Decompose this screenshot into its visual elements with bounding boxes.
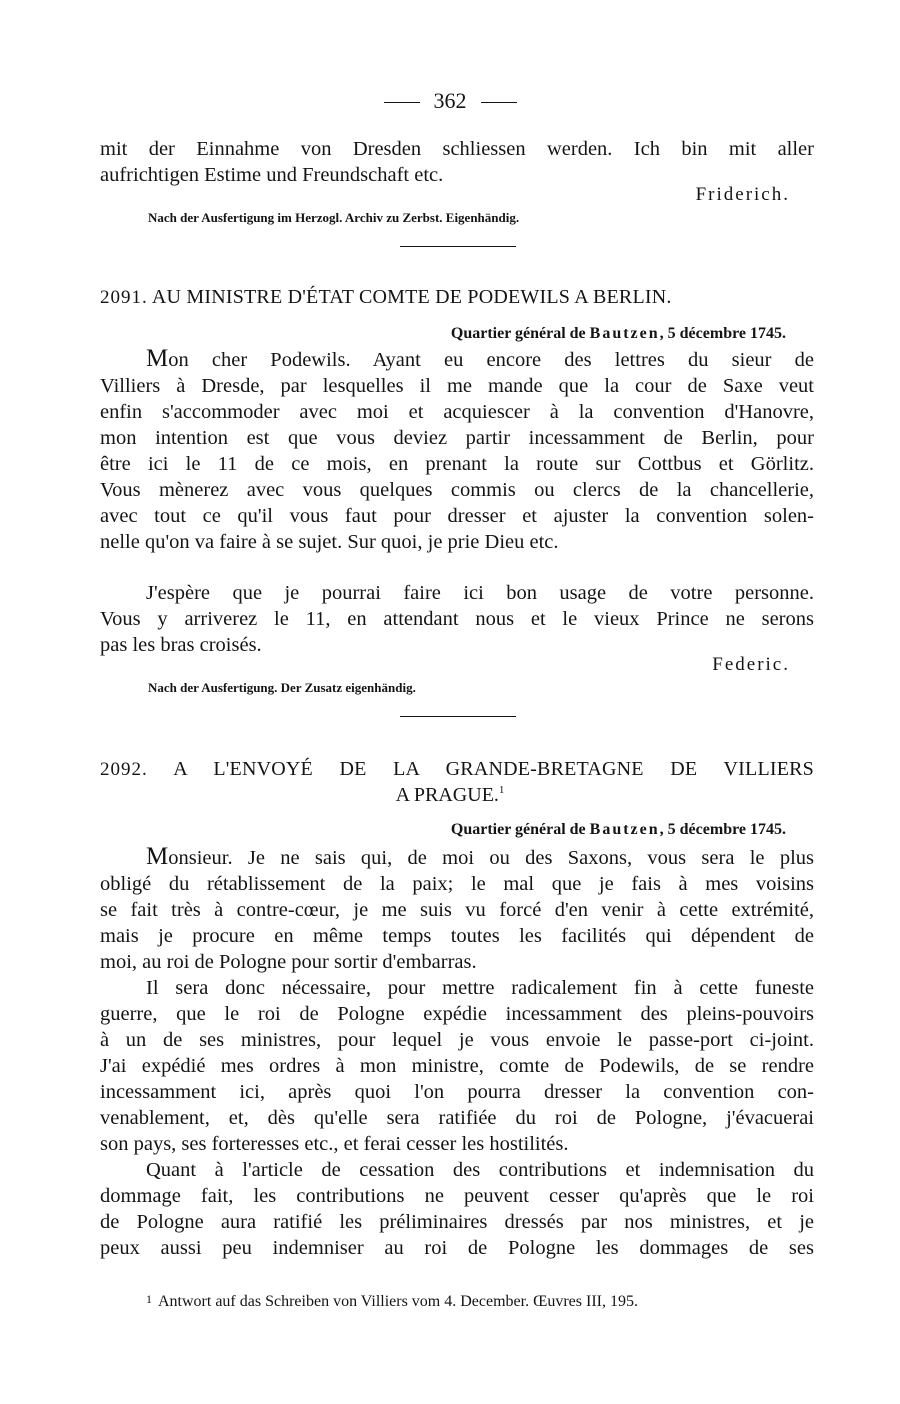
page-number-dash-left <box>384 102 420 103</box>
dateline-prefix: Quartier général de <box>450 325 586 342</box>
text-line: Il sera donc nécessaire, pour mettre radicalement fin à cette funeste <box>146 977 814 999</box>
dateline <box>451 322 786 346</box>
section-divider <box>400 246 516 247</box>
text-line: avec tout ce qu'il vous faut pour dresser et ajuster la convention solen- <box>100 505 814 527</box>
text-line: venablement, et, dès qu'elle sera ratifiée du roi de Pologne, j'évacuerai <box>100 1107 814 1129</box>
text-line: Vous mènerez avec vous quelques commis ou clercs de la chancellerie, <box>100 479 814 501</box>
dateline-date: , 5 décembre 1745. <box>659 821 786 838</box>
letter-number: 2092. <box>100 759 148 780</box>
letter-postscript-2091 <box>100 580 814 698</box>
text-line: J'ai expédié mes ordres à mon ministre, comte de Podewils, de se rendre <box>100 1055 814 1077</box>
text-line: se fait très à contre-cœur, je me suis vu forcé d'en venir à cette extrémité, <box>100 899 814 921</box>
letter-heading-2092-continued <box>0 782 900 808</box>
text-line: Villiers à Dresde, par lesquelles il me mande que la cour de Saxe veut <box>100 375 814 397</box>
text-line <box>100 844 814 871</box>
salutation-initial: M <box>146 345 169 372</box>
footnote-text: Antwort auf das Schreiben von Villiers vom 4. December. Œuvres III, 195. <box>158 1293 638 1310</box>
text-line: à un de ses ministres, pour lequel je vous envoie le passe-port ci-joint. <box>100 1029 814 1051</box>
salutation-initial: M <box>146 843 169 870</box>
text-line: de Pologne aura ratifié les préliminaires dressés par nos ministres, et je <box>100 1211 814 1233</box>
previous-letter-ending <box>100 136 814 228</box>
text-line: aufrichtigen Estime und Freundschaft etc. <box>100 164 444 186</box>
page-number <box>0 86 900 116</box>
source-note: Nach der Ausfertigung. Der Zusatz eigenhändig. <box>148 680 416 695</box>
letter-body-2091 <box>100 346 814 555</box>
signature: Friderich. <box>695 184 790 205</box>
text-line: dommage fait, les contributions ne peuvent cesser qu'après que le roi <box>100 1185 814 1207</box>
footnote-mark: 1 <box>146 1292 152 1306</box>
dateline-date: , 5 décembre 1745. <box>659 325 786 342</box>
page-number-text: 362 <box>433 88 467 113</box>
letter-title: A L'ENVOYÉ DE LA GRANDE-BRETAGNE DE VILLIERS <box>173 758 814 780</box>
page-number-dash-right <box>481 102 517 103</box>
letter-heading-2092 <box>100 756 814 783</box>
letter-heading-2091 <box>100 284 814 311</box>
text-line: mit der Einnahme von Dresden schliessen werden. Ich bin mit aller <box>100 138 814 160</box>
dateline-prefix: Quartier général de <box>450 821 586 838</box>
text-line: être ici le 11 de ce mois, en prenant la route sur Cottbus et Görlitz. <box>100 453 814 475</box>
text-line <box>100 346 814 373</box>
salutation-text: onsieur. Je ne sais qui, de moi ou des Saxons, vous sera le plus <box>168 847 814 869</box>
dateline <box>451 818 786 842</box>
text-line: incessamment ici, après quoi l'on pourra dresser la convention con- <box>100 1081 814 1103</box>
text-line: Quant à l'article de cessation des contributions et indemnisation du <box>146 1159 814 1181</box>
salutation-text: on cher Podewils. Ayant eu encore des lettres du sieur de <box>168 349 814 371</box>
text-line: J'espère que je pourrai faire ici bon usage de votre personne. <box>146 582 814 604</box>
letter-title-continued: A PRAGUE. <box>395 784 499 806</box>
dateline-place: Bautzen <box>589 821 660 838</box>
source-note: Nach der Ausfertigung im Herzogl. Archiv zu Zerbst. Eigenhändig. <box>148 210 520 225</box>
signature: Federic. <box>712 654 790 675</box>
text-line: nelle qu'on va faire à se sujet. Sur quoi, je prie Dieu etc. <box>100 531 559 553</box>
section-divider <box>400 716 516 717</box>
letter-title: AU MINISTRE D'ÉTAT COMTE DE PODEWILS A BERLIN. <box>151 286 672 308</box>
text-line: mais je procure en même temps toutes les facilités qui dépendent de <box>100 925 814 947</box>
text-line: enfin s'accommoder avec moi et acquiescer à la convention d'Hanovre, <box>100 401 814 423</box>
footnote <box>146 1288 638 1313</box>
text-line: peux aussi peu indemniser au roi de Pologne les dommages de ses <box>100 1237 814 1259</box>
text-line: pas les bras croisés. <box>100 634 262 656</box>
text-line: moi, au roi de Pologne pour sortir d'embarras. <box>100 951 477 973</box>
dateline-place: Bautzen <box>589 325 660 342</box>
footnote-reference: 1 <box>498 784 505 796</box>
text-line: obligé du rétablissement de la paix; le mal que je fais à mes voisins <box>100 873 814 895</box>
text-line: guerre, que le roi de Pologne expédie incessamment des pleins-pouvoirs <box>100 1003 814 1025</box>
text-line: mon intention est que vous deviez partir incessamment de Berlin, pour <box>100 427 814 449</box>
letter-body-2092 <box>100 844 814 1261</box>
letter-number: 2091. <box>100 287 148 308</box>
text-line: son pays, ses forteresses etc., et ferai cesser les hostilités. <box>100 1133 569 1155</box>
text-line: Vous y arriverez le 11, en attendant nous et le vieux Prince ne serons <box>100 608 814 630</box>
